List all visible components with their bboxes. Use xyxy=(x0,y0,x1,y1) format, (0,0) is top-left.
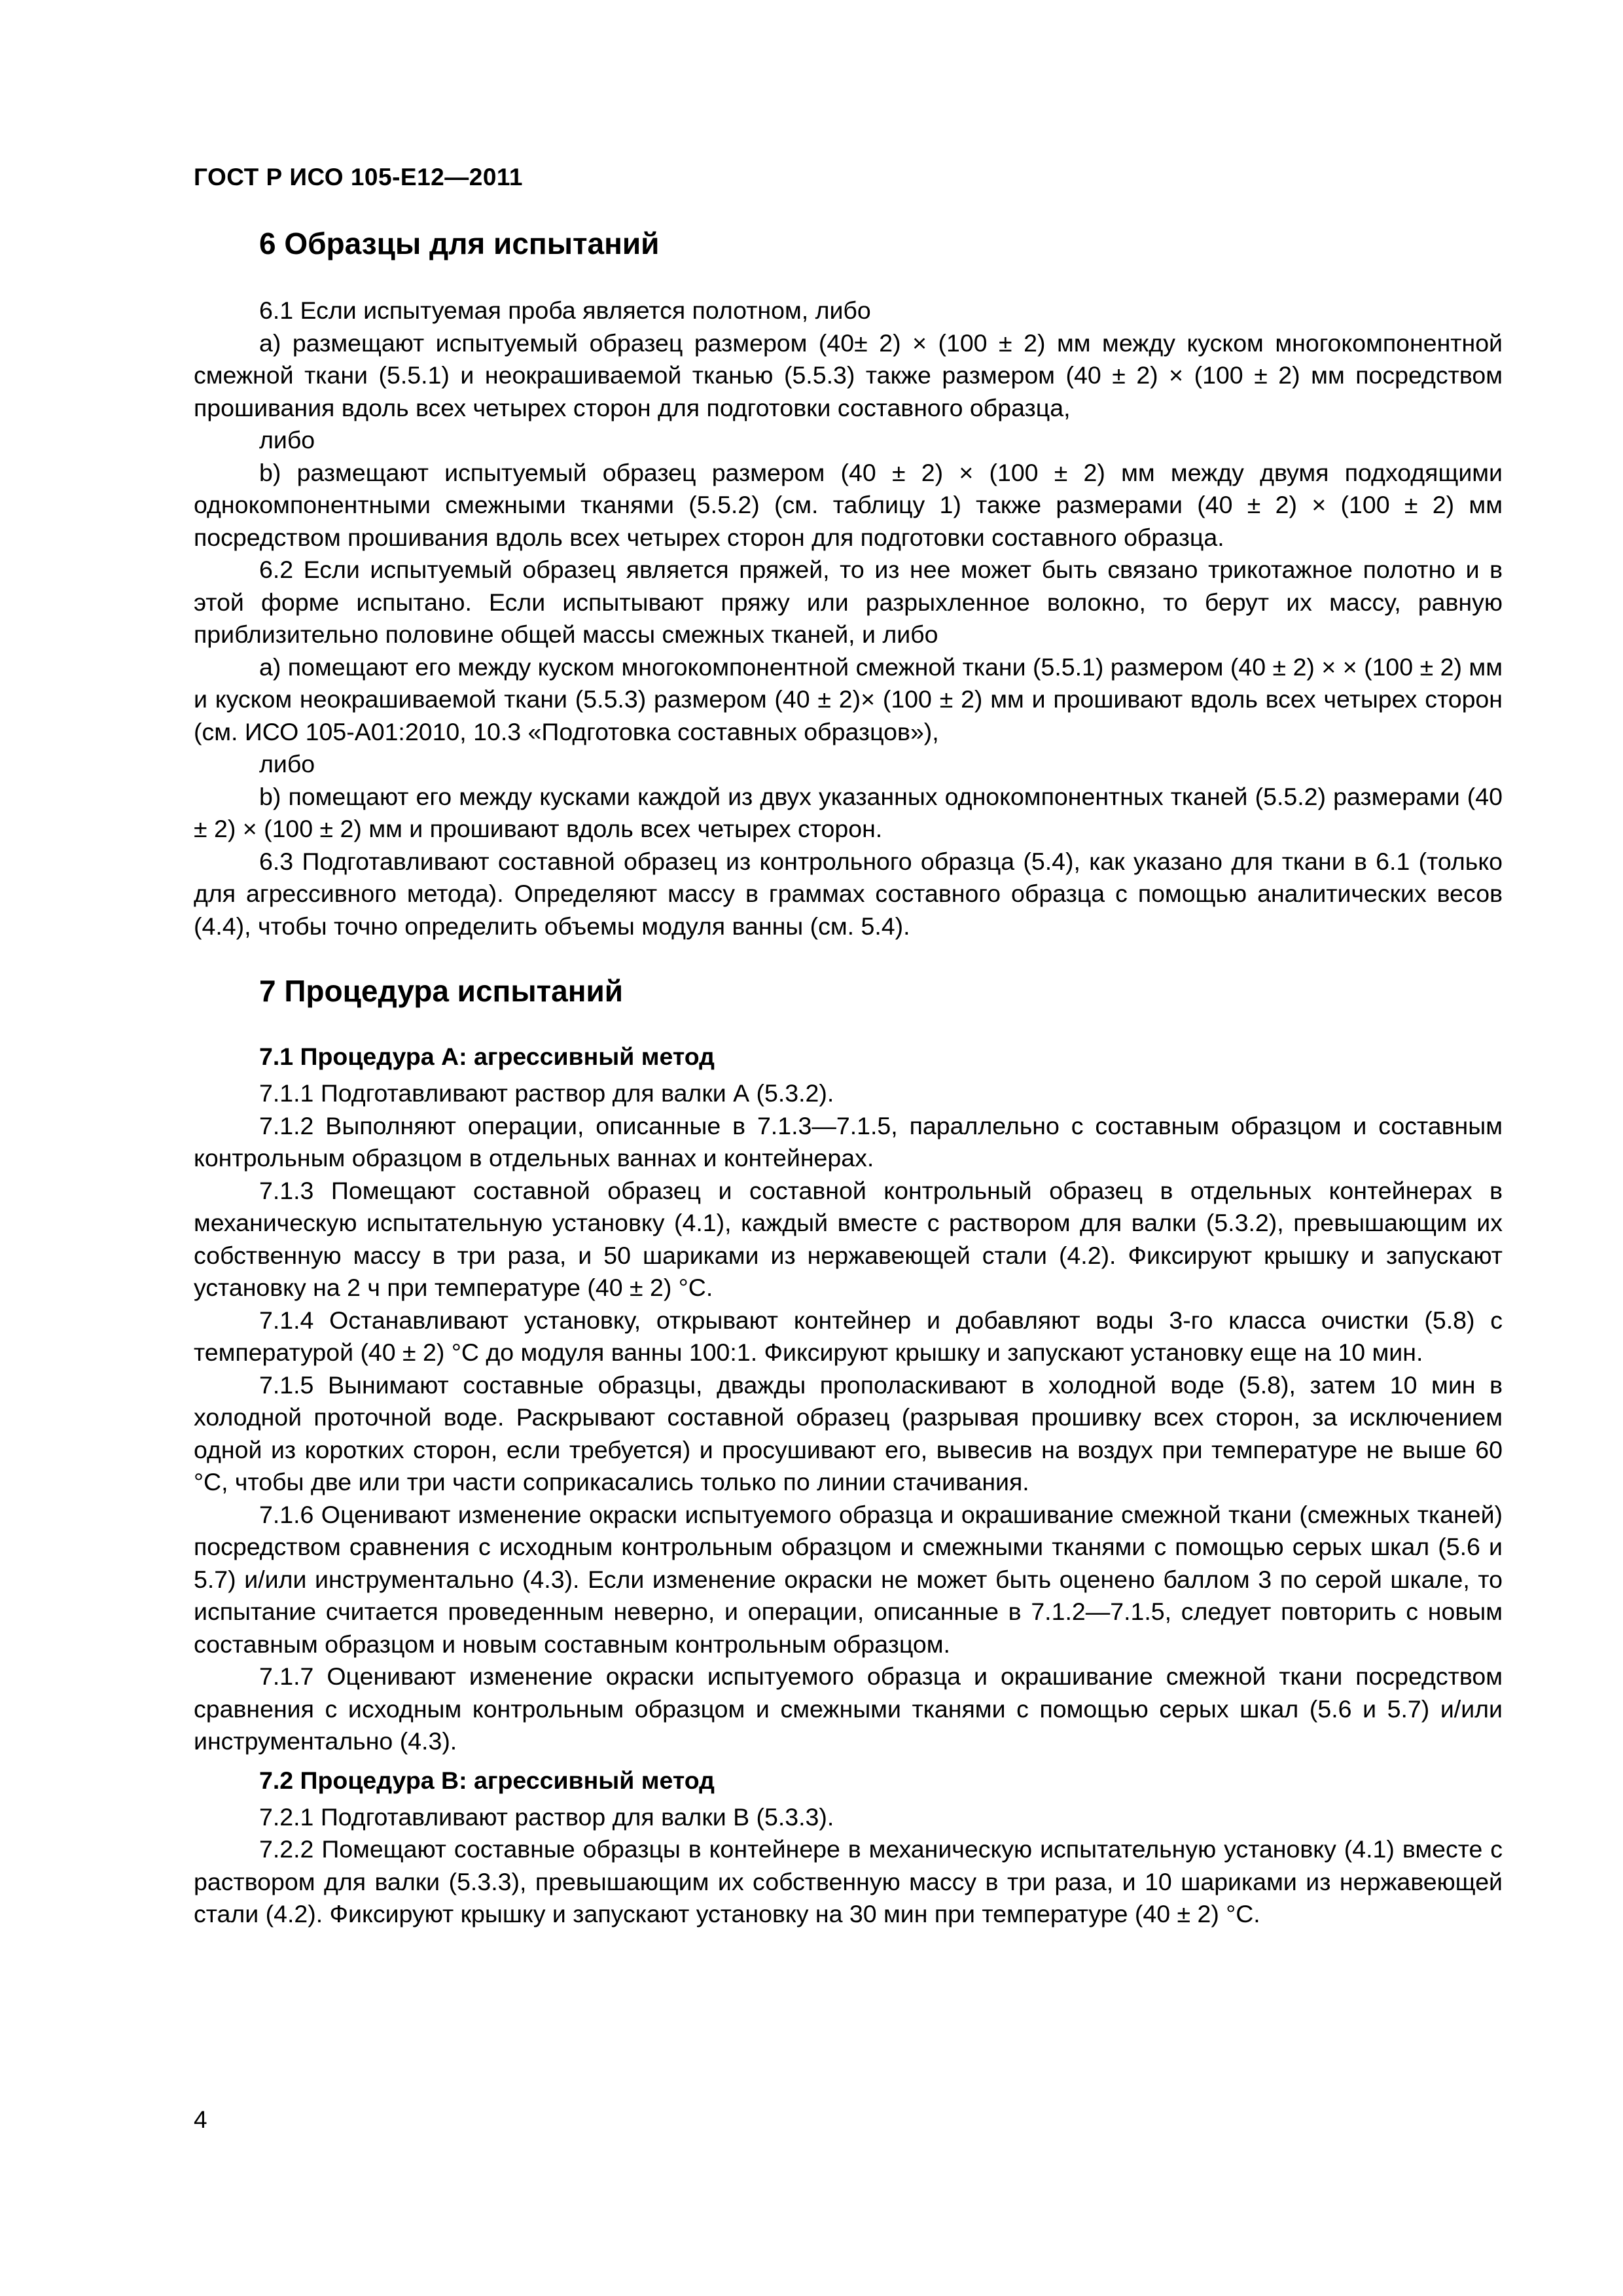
document-code-header: ГОСТ Р ИСО 105-E12—2011 xyxy=(194,164,524,190)
section-7-heading: 7 Процедура испытаний xyxy=(259,974,624,1008)
paragraph-6-2-b: b) помещают его между кусками каждой из двух указанных однокомпонентных тканей (5.5.2) размерами (40 ± 2) × (100 ± 2) мм и прошивают вдоль всех четырех сторон. xyxy=(194,782,1503,842)
paragraph-7-1-6: 7.1.6 Оценивают изменение окраски испытуемого образца и окрашивание смежной ткани (смежных тканей) посредством сравнения с исходным контрольным образцом и смежными тканями с помощью серых шкал (5.6 и 5.7) и/или инструментально (4.3). Если изменение окраски не может быть оценено баллом 3 по серой шкале, то испытание считается проведенным неверно, и операции, описанные в 7.1.2—7.1.5, следует повторить с новым составным образцом и новым составным контрольным образцом. xyxy=(194,1500,1503,1658)
paragraph-6-3: 6.3 Подготавливают составной образец из контрольного образца (5.4), как указано для ткани в 6.1 (только для агрессивного метода). Определяют массу в граммах составного образца с помощью аналитических весов (4.4), чтобы точно определить объемы модуля ванны (см. 5.4). xyxy=(194,847,1503,940)
paragraph-7-2-1: 7.2.1 Подготавливают раствор для валки В (5.3.3). xyxy=(259,1803,834,1831)
paragraph-7-1-4: 7.1.4 Останавливают установку, открывают контейнер и добавляют воды 3-го класса очистки (5.8) с температурой (40 ± 2) °С до модуля ванны 100:1. Фиксируют крышку и запускают установку еще на 10 мин. xyxy=(194,1306,1503,1366)
paragraph-6-1-a: a) размещают испытуемый образец размером (40± 2) × (100 ± 2) мм между куском многокомпонентной смежной ткани (5.5.1) и неокрашиваемой тканью (5.5.3) также размером (40 ± 2) × (100 ± 2) мм посредством прошивания вдоль всех четырех сторон для подготовки составного образца, xyxy=(194,329,1503,422)
paragraph-7-1-1: 7.1.1 Подготавливают раствор для валки А (5.3.2). xyxy=(259,1079,834,1107)
paragraph-6-2: 6.2 Если испытуемый образец является пряжей, то из нее может быть связано трикотажное полотно и в этой форме испытано. Если испытывают пряжу или разрыхленное волокно, то берут их массу, равную приблизительно половине общей массы смежных тканей, и либо xyxy=(194,556,1503,648)
paragraph-libo-2: либо xyxy=(259,750,315,778)
paragraph-libo-1: либо xyxy=(259,426,315,454)
paragraph-6-1-b: b) размещают испытуемый образец размером (40 ± 2) × (100 ± 2) мм между двумя подходящими однокомпонентными смежными тканями (5.5.2) (см. таблицу 1) также размерами (40 ± 2) × (100 ± 2) мм посредством прошивания вдоль всех четырех сторон для подготовки составного образца. xyxy=(194,458,1503,551)
paragraph-7-1-3: 7.1.3 Помещают составной образец и составной контрольный образец в отдельных контейнерах в механическую испытательную установку (4.1), каждый вместе с раствором для валки (5.3.2), превышающим их собственную массу в три раза, и 50 шариками из нержавеющей стали (4.2). Фиксируют крышку и запускают установку на 2 ч при температуре (40 ± 2) °С. xyxy=(194,1176,1503,1301)
paragraph-6-2-a: a) помещают его между куском многокомпонентной смежной ткани (5.5.1) размером (40 ± 2) × × (100 ± 2) мм и куском неокрашиваемой ткани (5.5.3) размером (40 ± 2)× (100 ± 2) мм и прошивают вдоль всех четырех сторон (см. ИСО 105-A01:2010, 10.3 «Подготовка составных образцов»), xyxy=(194,653,1503,745)
paragraph-7-1-5: 7.1.5 Вынимают составные образцы, дважды прополаскивают в холодной воде (5.8), затем 10 мин в холодной проточной воде. Раскрывают составной образец (разрывая прошивку всех сторон, за исключением одной из коротких сторон, если требуется) и просушивают его, вывесив на воздух при температуре не выше 60 °С, чтобы две или три части соприкасались только по линии стачивания. xyxy=(194,1371,1503,1496)
page-number: 4 xyxy=(194,2106,207,2133)
paragraph-7-2-2: 7.2.2 Помещают составные образцы в контейнере в механическую испытательную установку (4.1) вместе с раствором для валки (5.3.3), превышающим их собственную массу в три раза, и 10 шариками из нержавеющей стали (4.2). Фиксируют крышку и запускают установку на 30 мин при температуре (40 ± 2) °С. xyxy=(194,1835,1503,1928)
page-content xyxy=(194,224,1503,1931)
paragraph-7-1-7: 7.1.7 Оценивают изменение окраски испытуемого образца и окрашивание смежной ткани посредством сравнения с исходным контрольным образцом и смежными тканями с помощью серых шкал (5.6 и 5.7) и/или инструментально (4.3). xyxy=(194,1662,1503,1755)
paragraph-7-1-2: 7.1.2 Выполняют операции, описанные в 7.1.3—7.1.5, параллельно с составным образцом и составным контрольным образцом в отдельных ваннах и контейнерах. xyxy=(194,1111,1503,1172)
section-6-heading: 6 Образцы для испытаний xyxy=(259,226,660,260)
subsection-7-2-heading: 7.2 Процедура В: агрессивный метод xyxy=(259,1766,715,1794)
subsection-7-1-heading: 7.1 Процедура А: агрессивный метод xyxy=(259,1043,715,1070)
paragraph-6-1: 6.1 Если испытуемая проба является полотном, либо xyxy=(259,296,871,324)
